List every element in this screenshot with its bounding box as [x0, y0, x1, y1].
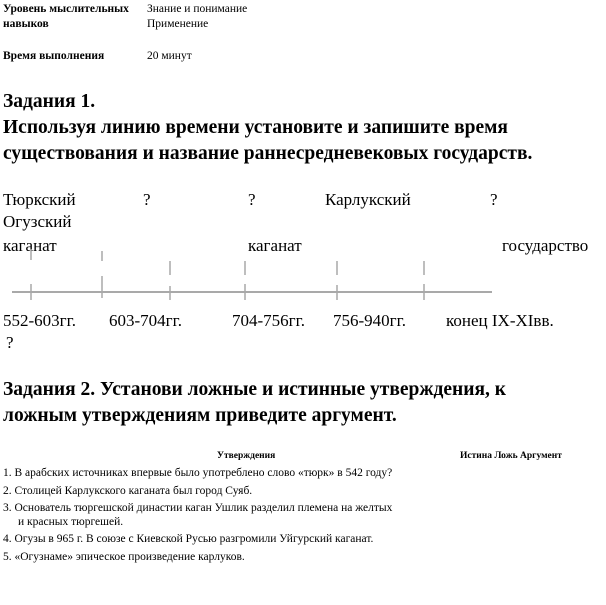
- table-row-1: 1. В арабских источниках впервые было употреблено слово «тюрк» в 542 году?: [3, 467, 393, 479]
- time-label: Время выполнения: [3, 50, 105, 62]
- date-5: конец IX-XIвв.: [446, 311, 554, 330]
- time-value: 20 минут: [147, 50, 192, 62]
- task1-line3: существования и название раннесредневековых государств.: [3, 143, 533, 164]
- state-1-name-3: каганат: [3, 236, 57, 255]
- date-4: 756-940гг.: [333, 311, 406, 330]
- state-1-name: Тюркский: [3, 190, 76, 209]
- state-3-unknown: ?: [248, 190, 256, 209]
- skills-value-1: Знание и понимание: [147, 3, 248, 15]
- task2-line2: ложным утверждениям приведите аргумент.: [3, 405, 397, 426]
- state-3-type: каганат: [248, 236, 302, 255]
- task2-line1: Задания 2. Установи ложные и истинные утверждения, к: [3, 379, 507, 400]
- table-row-3-cont: и красных тюргешей.: [18, 516, 124, 528]
- skills-label-line2: навыков: [3, 18, 49, 30]
- task1-line2: Используя линию времени установите и запишите время: [3, 117, 508, 138]
- table-row-5: 5. «Огузнаме» эпическое произведение карлуков.: [3, 551, 245, 563]
- table-header-statements: Утверждения: [217, 451, 276, 461]
- state-5-type: государство: [502, 236, 589, 255]
- state-1-name-2: Огузский: [3, 212, 72, 231]
- skills-label-line1: Уровень мыслительных: [3, 3, 129, 15]
- task1-title: Задания 1.: [3, 91, 96, 112]
- date-2: 603-704гг.: [109, 311, 182, 330]
- date-3: 704-756гг.: [232, 311, 305, 330]
- table-row-4: 4. Огузы в 965 г. В союзе с Киевской Русью разгромили Уйгурский каганат.: [3, 533, 374, 545]
- date-1-unknown: ?: [6, 333, 14, 352]
- table-row-2: 2. Столицей Карлукского каганата был город Суяб.: [3, 485, 253, 497]
- table-row-3: 3. Основатель тюргешской династии каган Ушлик разделил племена на желтых: [3, 502, 393, 514]
- table-header-truth: Истина Ложь Аргумент: [460, 451, 562, 461]
- state-2-unknown: ?: [143, 190, 151, 209]
- skills-value-2: Применение: [147, 18, 209, 30]
- state-5-unknown: ?: [490, 190, 498, 209]
- state-4-name: Карлукский: [325, 190, 411, 209]
- date-1: 552-603гг.: [3, 311, 76, 330]
